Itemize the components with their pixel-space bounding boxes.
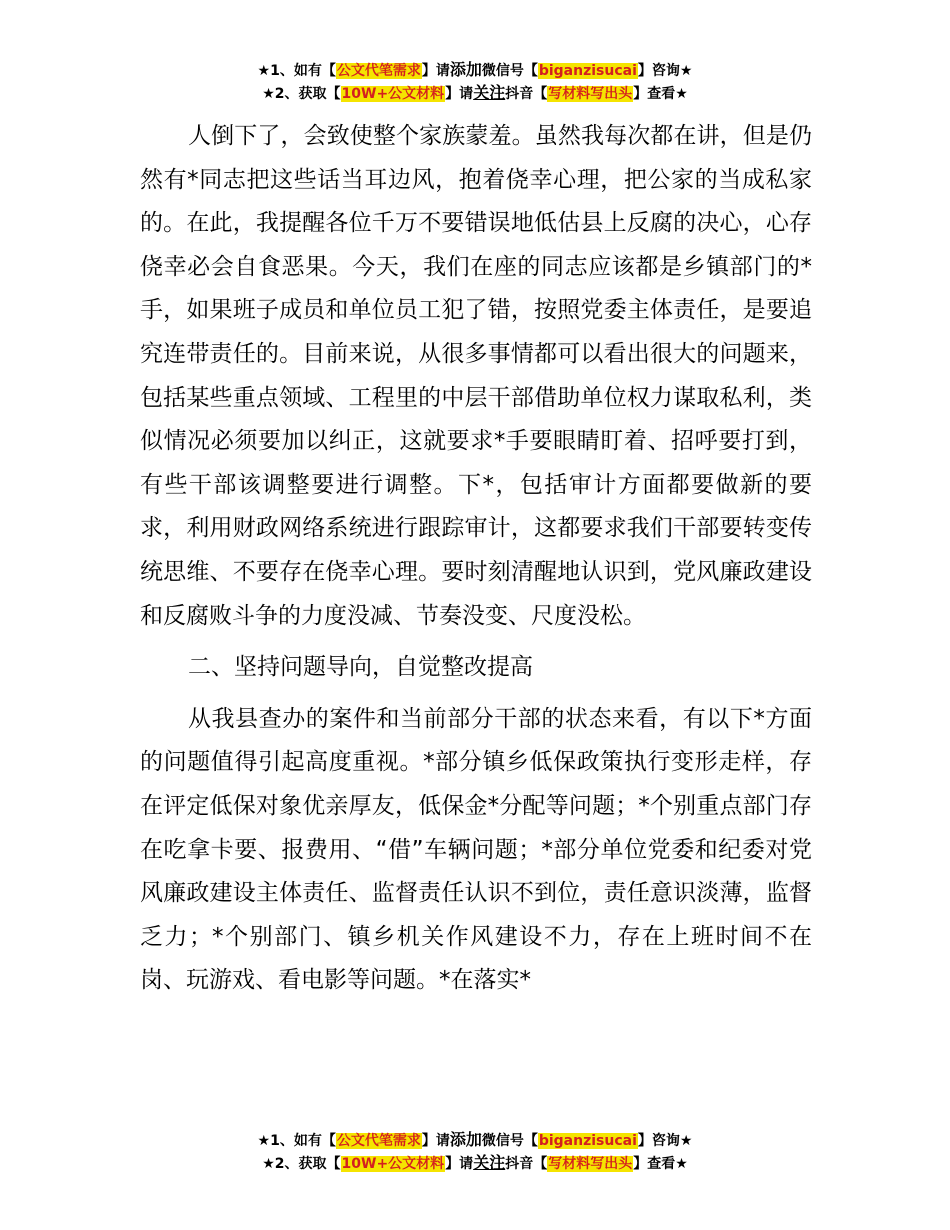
banner-text: ★2、获取【 <box>262 86 341 102</box>
banner-text: ★1、如有【 <box>257 63 336 79</box>
banner-text: 】请 <box>445 1156 474 1172</box>
banner-line-1 <box>0 59 950 82</box>
banner-text: 微信号【 <box>481 63 538 79</box>
banner-text: 抖音【 <box>505 86 548 102</box>
banner-highlight: 公文代笔需求 <box>336 1133 421 1149</box>
banner-text: ★2、获取【 <box>262 1156 341 1172</box>
banner-emphasis: 添加 <box>449 1130 482 1149</box>
banner-emphasis: 关注 <box>473 1153 506 1172</box>
section-heading: 二、坚持问题导向，自觉整改提高 <box>188 654 533 681</box>
banner-highlight: 10W+公文材料 <box>341 86 445 102</box>
footer-banner <box>0 1129 950 1175</box>
banner-douyin-id: 写材料写出头 <box>548 1156 633 1172</box>
banner-douyin-id: 写材料写出头 <box>548 86 633 102</box>
banner-wechat-id: biganzisucai <box>538 63 637 79</box>
banner-text: 】咨询★ <box>637 1133 693 1149</box>
banner-emphasis: 添加 <box>449 60 482 79</box>
banner-wechat-id: biganzisucai <box>538 1133 637 1149</box>
banner-text: 】咨询★ <box>637 63 693 79</box>
banner-text: 】查看★ <box>633 1156 688 1172</box>
banner-line-2 <box>0 1152 950 1175</box>
banner-emphasis: 关注 <box>473 83 506 102</box>
banner-highlight: 10W+公文材料 <box>341 1156 445 1172</box>
paragraph: 从我县查办的案件和当前部分干部的状态来看，有以下*方面的问题值得引起高度重视。*部分镇乡低保政策执行变形走样，存在评定低保对象优亲厚友，低保金*分配等问题；*个别重点部门存在吃拿卡要、报费用、“借”车辆问题；*部分单位党委和纪委对党风廉政建设主体责任、监督责任认识不到位，责任意识淡薄，监督乏力；*个别部门、镇乡机关作风建设不力，存在上班时间不在岗、玩游戏、看电影等问题。*在落实* <box>140 705 812 994</box>
banner-text: 】请 <box>421 63 450 79</box>
banner-line-1 <box>0 1129 950 1152</box>
banner-line-2 <box>0 82 950 105</box>
banner-text: 】查看★ <box>633 86 688 102</box>
banner-text: 】请 <box>445 86 474 102</box>
banner-text: ★1、如有【 <box>257 1133 336 1149</box>
banner-text: 】请 <box>421 1133 450 1149</box>
document-body <box>140 115 812 1011</box>
banner-highlight: 公文代笔需求 <box>336 63 421 79</box>
banner-text: 抖音【 <box>505 1156 548 1172</box>
banner-text: 微信号【 <box>481 1133 538 1149</box>
header-banner <box>0 59 950 105</box>
paragraph: 人倒下了，会致使整个家族蒙羞。虽然我每次都在讲，但是仍然有*同志把这些话当耳边风，抱着侥幸心理，把公家的当成私家的。在此，我提醒各位千万不要错误地低估县上反腐的决心，心存侥幸必会自食恶果。今天，我们在座的同志应该都是乡镇部门的*手，如果班子成员和单位员工犯了错，按照党委主体责任，是要追究连带责任的。目前来说，从很多事情都可以看出很大的问题来，包括某些重点领域、工程里的中层干部借助单位权力谋取私利，类似情况必须要加以纠正，这就要求*手要眼睛盯着、招呼要打到，有些干部该调整要进行调整。下*，包括审计方面都要做新的要求，利用财政网络系统进行跟踪审计，这都要求我们干部要转变传统思维、不要存在侥幸心理。要时刻清醒地认识到，党风廉政建设和反腐败斗争的力度没减、节奏没变、尺度没松。 <box>140 123 812 629</box>
